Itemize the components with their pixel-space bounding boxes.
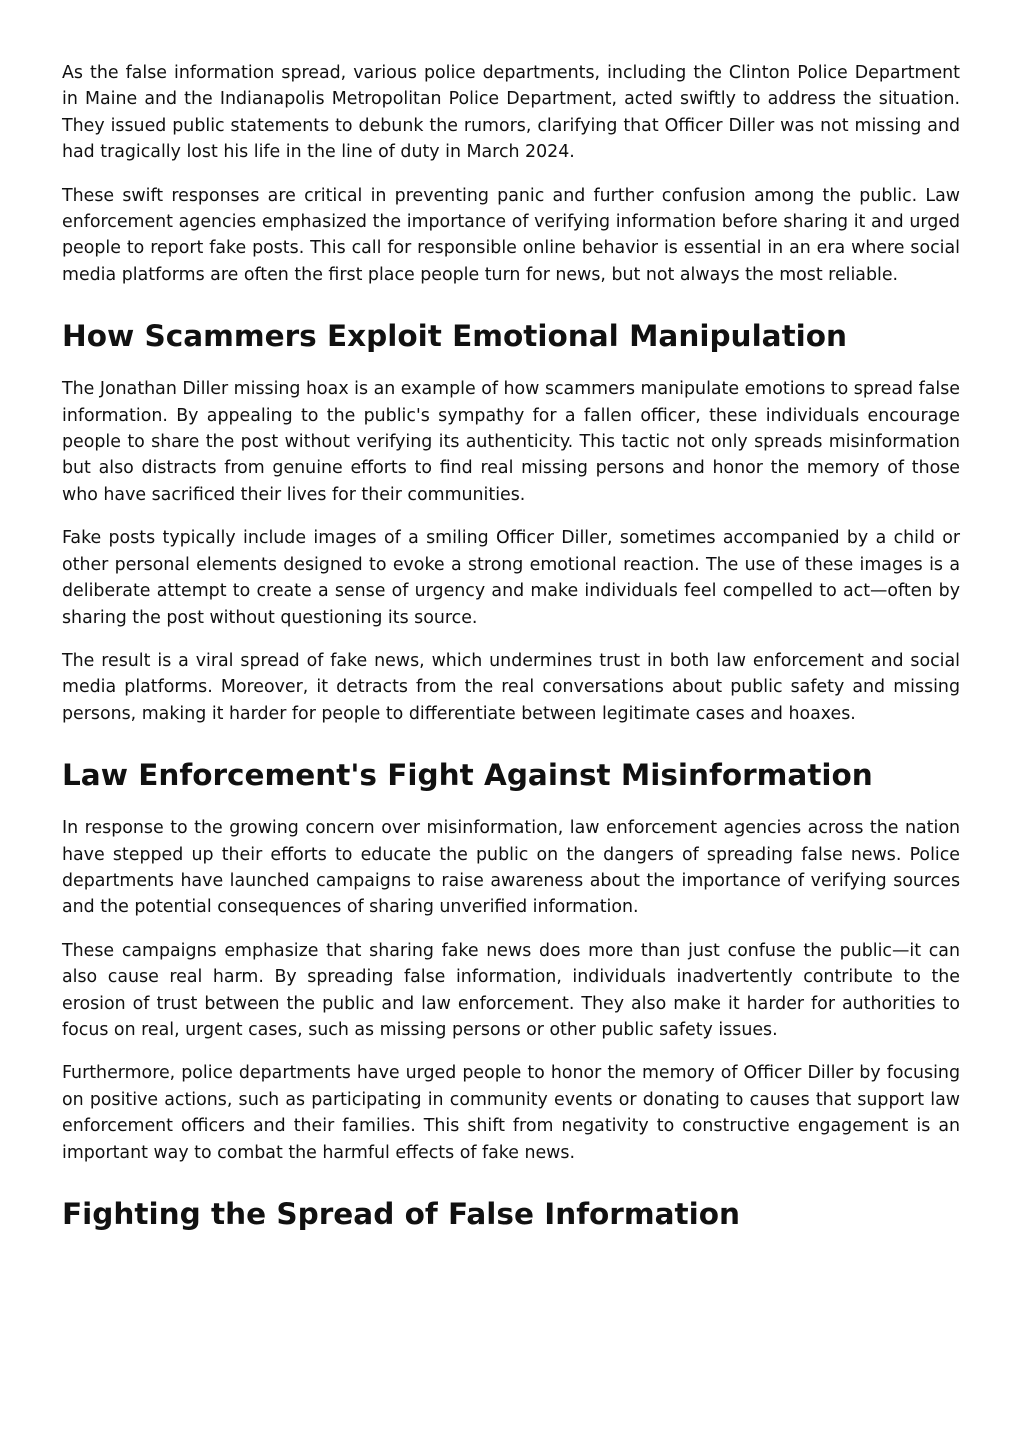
heading-law-enforcement-fight: Law Enforcement's Fight Against Misinformation [62,758,873,793]
paragraph-campaigns-harm: These campaigns emphasize that sharing fake news does more than just confuse the public—it can also cause real harm. By spreading false information, individuals inadvertently contribute to the erosion of trust between the public and law enforcement. They also make it harder for authorities to focus on real, urgent cases, such as missing persons or other public safety issues. [62,940,960,1040]
paragraph-police-response: As the false information spread, various police departments, including the Clinton Police Department in Maine and the Indianapolis Metropolitan Police Department, acted swiftly to address the situation. They issued public statements to debunk the rumors, clarifying that Officer Diller was not missing and had tragically lost his life in the line of duty in March 2024. [62,63,960,163]
paragraph-hoax-example: The Jonathan Diller missing hoax is an example of how scammers manipulate emotions to spread false information. By appealing to the public's sympathy for a fallen officer, these individuals encourage people to share the post without verifying its authenticity. This tactic not only spreads misinformation but also distracts from genuine efforts to find real missing persons and honor the memory of those who have sacrificed their lives for their communities. [62,379,960,505]
paragraph-swift-responses: These swift responses are critical in preventing panic and further confusion among the public. Law enforcement agencies emphasized the importance of verifying information before sharing it and urged people to report fake posts. This call for responsible online behavior is essential in an era where social media platforms are often the first place people turn for news, but not always the most reliable. [62,185,960,285]
paragraph-campaigns-response: In response to the growing concern over misinformation, law enforcement agencies across the nation have stepped up their efforts to educate the public on the dangers of spreading false news. Police departments have launched campaigns to raise awareness about the importance of verifying sources and the potential consequences of sharing unverified information. [62,818,960,918]
heading-fighting-spread: Fighting the Spread of False Information [62,1197,740,1231]
paragraph-viral-spread: The result is a viral spread of fake news, which undermines trust in both law enforcement and social media platforms. Moreover, it detracts from the real conversations about public safety and missing persons, making it harder for people to differentiate between legitimate cases and hoaxes. [62,650,960,724]
paragraph-fake-posts: Fake posts typically include images of a smiling Officer Diller, sometimes accompanied by a child or other personal elements designed to evoke a strong emotional reaction. The use of these images is a deliberate attempt to create a sense of urgency and make individuals feel compelled to act—often by sharing the post without questioning its source. [62,528,960,628]
heading-emotional-manipulation: How Scammers Exploit Emotional Manipulation [62,319,848,354]
paragraph-honor-memory: Furthermore, police departments have urged people to honor the memory of Officer Diller by focusing on positive actions, such as participating in community events or donating to causes that support law enforcement officers and their families. This shift from negativity to constructive engagement is an important way to combat the harmful effects of fake news. [62,1063,960,1163]
